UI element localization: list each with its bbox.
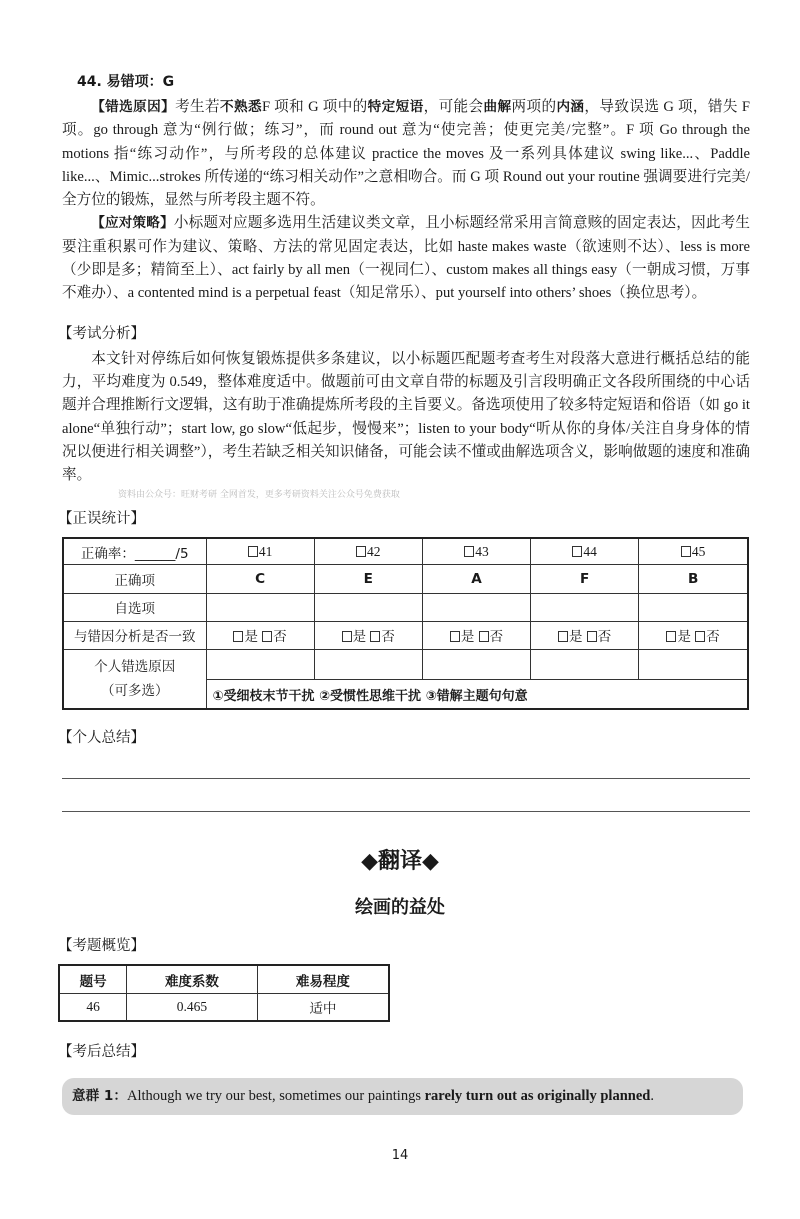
consistency-label: 与错因分析是否一致 xyxy=(63,621,206,649)
consistency-43[interactable]: 是 否 xyxy=(422,621,530,649)
self-choice-44[interactable] xyxy=(531,593,639,621)
question-41[interactable]: 41 xyxy=(206,538,314,564)
difficulty-coefficient: 0.465 xyxy=(127,993,258,1021)
answer-45: B xyxy=(639,564,748,593)
analysis-paragraph: 本文针对停练后如何恢复锻炼提供多条建议，以小标题匹配题考查考生对段落大意进行概括总结的能力，平均难度为 0.549，整体难度适中。做题前可由文章自带的标题及引言段明确正文各段所围绕的中心话题并合理推断行文逻辑，这有助于准确提炼所考段的主旨要义。备选项使用了较多特定短语和俗语（如 go it alone“单独行动”；start low, go slow“低起步，慢慢来”；listen to your body“听从你的身体/关注自身身体的情况以便进行相关调整”），考生若缺乏相关知识储备，可能会读不懂或曲解选项含义，影响做题的速度和准确率。 xyxy=(62,350,750,484)
error-reason-paragraph: 【错选原因】考生若不熟悉F 项和 G 项中的特定短语，可能会曲解两项的内涵，导致误选 G 项，错失 F 项。go through 意为“例行做；练习”，而 round out 意为“使完善；使更完美/完整”。F 项 Go through the motions 指“练习动作”，与所考段的总体建议 practice the moves 及一系列具体建议 swing like...、Paddle like...、Mimic...strokes 所传递的“练习相关动作”之意相吻合。而 G 项 Round out your routine 强调要进行完美/全方位的锻炼，显然与所考段主题不符。 xyxy=(62,99,751,209)
question-43[interactable]: 43 xyxy=(422,538,530,564)
consistency-41[interactable]: 是 否 xyxy=(206,621,314,649)
question-45[interactable]: 45 xyxy=(639,538,748,564)
consistency-45[interactable]: 是 否 xyxy=(639,621,748,649)
question-42[interactable]: 42 xyxy=(314,538,422,564)
summary-heading: 【个人总结】 xyxy=(58,730,145,747)
summary-line-2[interactable] xyxy=(62,811,750,812)
personal-reason-41[interactable] xyxy=(206,649,314,679)
header-difficulty-level: 难易程度 xyxy=(257,965,389,993)
personal-reason-45[interactable] xyxy=(639,649,748,679)
self-choice-41[interactable] xyxy=(206,593,314,621)
overview-heading: 【考题概览】 xyxy=(58,938,145,955)
self-choice-43[interactable] xyxy=(422,593,530,621)
page-content xyxy=(58,0,751,1195)
consistency-42[interactable]: 是 否 xyxy=(314,621,422,649)
question-number: 46 xyxy=(59,993,127,1021)
overview-table xyxy=(58,964,390,1022)
reason-options: ①受细枝末节干扰 ②受惯性思维干扰 ③错解主题句句意 xyxy=(206,679,748,709)
watermark: 资料由公众号：旺财考研 全网首发，更多考研资料关注公众号免费获取 xyxy=(118,490,400,501)
question-44[interactable]: 44 xyxy=(531,538,639,564)
error-reason-label: 【错选原因】 xyxy=(91,99,176,115)
translation-title: 绘画的益处 xyxy=(355,897,445,919)
strategy-paragraph: 【应对策略】小标题对应题多选用生活建议类文章，且小标题经常采用言简意赅的固定表达，因此考生要注重积累可作为建议、策略、方法的常见固定表达，比如 haste makes waste（欲速则不达）、less is more（少即是多；精简至上）、act fairly by all men（一视同仁）、custom makes all things easy（一朝成习惯，万事不难办）、a contented mind is a perpetual feast（知足常乐）、put yourself into others’ shoes（换位思考）。 xyxy=(62,215,750,302)
stats-table xyxy=(62,537,749,710)
self-choice-45[interactable] xyxy=(639,593,748,621)
sense-group-label: 意群 1： xyxy=(72,1088,127,1105)
analysis-heading: 【考试分析】 xyxy=(58,325,145,342)
self-choice-42[interactable] xyxy=(314,593,422,621)
correct-label: 正确项 xyxy=(63,564,206,593)
self-choice-label: 自选项 xyxy=(63,593,206,621)
strategy-label: 【应对策略】 xyxy=(91,215,174,232)
personal-reason-43[interactable] xyxy=(422,649,530,679)
translation-section-title: ◆翻译◆ xyxy=(361,849,439,875)
question-44-title: 44. 易错项：G xyxy=(77,74,175,90)
consistency-44[interactable]: 是 否 xyxy=(531,621,639,649)
post-exam-heading: 【考后总结】 xyxy=(58,1044,145,1061)
personal-reason-44[interactable] xyxy=(531,649,639,679)
accuracy-label: 正确率：______/5 xyxy=(63,538,206,564)
summary-line-1[interactable] xyxy=(62,778,750,779)
difficulty-level: 适中 xyxy=(257,993,389,1021)
answer-41: C xyxy=(206,564,314,593)
page-number: 14 xyxy=(391,1148,409,1164)
header-question-number: 题号 xyxy=(59,965,127,993)
header-difficulty-coefficient: 难度系数 xyxy=(127,965,258,993)
answer-44: F xyxy=(531,564,639,593)
personal-reason-42[interactable] xyxy=(314,649,422,679)
sense-group-box: 意群 1：Although we try our best, sometimes our paintings rarely turn out as originally planned. xyxy=(62,1078,743,1115)
answer-43: A xyxy=(422,564,530,593)
personal-reason-label: 个人错选原因 （可多选） xyxy=(63,649,206,709)
stats-heading: 【正误统计】 xyxy=(58,511,145,528)
answer-42: E xyxy=(314,564,422,593)
